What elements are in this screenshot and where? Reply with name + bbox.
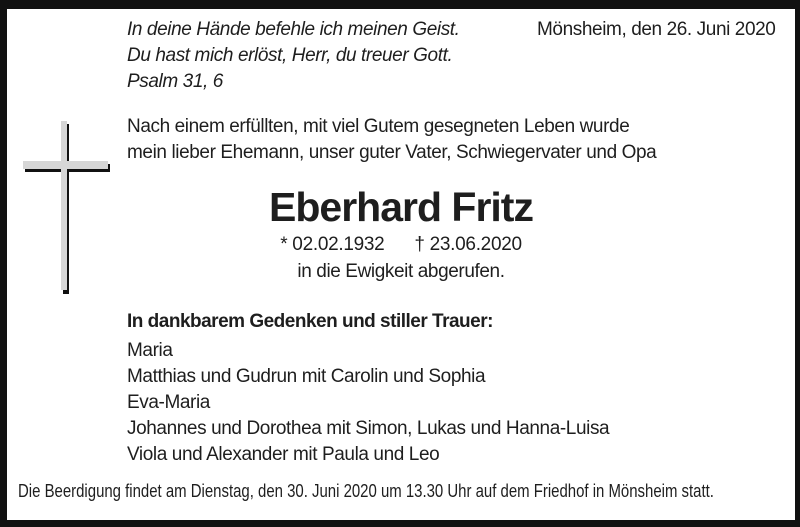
birth-date: * 02.02.1932 xyxy=(280,234,385,255)
mourning-header: In dankbarem Gedenken und stiller Trauer: xyxy=(127,311,493,332)
mourner-item: Maria xyxy=(127,340,173,361)
mourner-item: Eva-Maria xyxy=(127,392,210,413)
death-date: † 23.06.2020 xyxy=(414,234,522,255)
cross-horizontal-bar xyxy=(23,161,108,169)
intro-line-1: Nach einem erfüllten, mit viel Gutem gesegneten Leben wurde xyxy=(127,116,630,137)
eternity-line: in die Ewigkeit abgerufen. xyxy=(297,261,505,282)
psalm-quote xyxy=(127,17,460,95)
life-dates xyxy=(7,232,795,258)
funeral-announcement: Die Beerdigung findet am Dienstag, den 30. Juni 2020 um 13.30 Uhr auf dem Friedhof in Mönsheim statt. xyxy=(18,481,714,501)
intro-line-2: mein lieber Ehemann, unser guter Vater, Schwiegervater und Opa xyxy=(127,142,657,163)
mourner-item: Johannes und Dorothea mit Simon, Lukas und Hanna-Luisa xyxy=(127,418,610,439)
psalm-line-2: Du hast mich erlöst, Herr, du treuer Gott. xyxy=(127,45,453,66)
mourner-item: Matthias und Gudrun mit Carolin und Sophia xyxy=(127,366,486,387)
mourner-item: Viola und Alexander mit Paula und Leo xyxy=(127,444,440,465)
place-dateline: Mönsheim, den 26. Juni 2020 xyxy=(537,19,776,40)
deceased-name: Eberhard Fritz xyxy=(269,184,533,230)
psalm-line-3: Psalm 31, 6 xyxy=(127,71,223,92)
intro-paragraph xyxy=(127,114,656,166)
psalm-line-1: In deine Hände befehle ich meinen Geist. xyxy=(127,19,460,40)
mourners-list xyxy=(127,338,609,468)
